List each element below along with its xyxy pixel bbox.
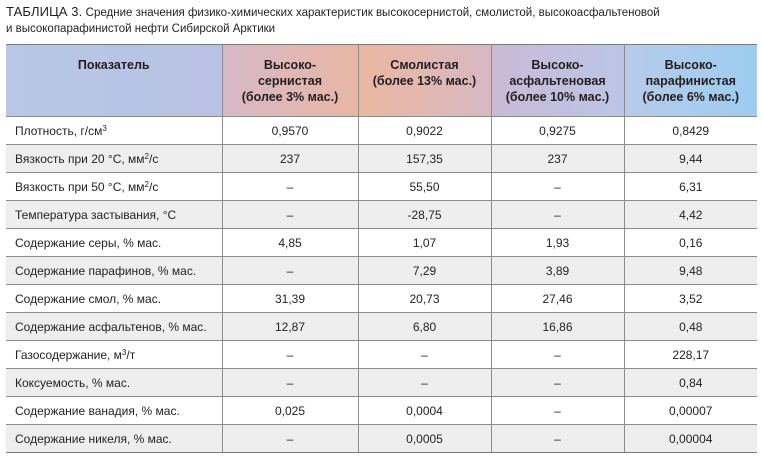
table-cell-value: – [491, 397, 624, 425]
table-cell-value: 0,84 [624, 369, 757, 397]
table-cell-value: 0,9275 [491, 117, 624, 145]
table-caption-label: ТАБЛИЦА 3. [6, 4, 83, 19]
row-parameter-unit-exponent: 3 [102, 123, 107, 133]
table-cell-value: 0,00007 [624, 397, 757, 425]
table-cell-value: 55,50 [358, 173, 491, 201]
row-parameter-label: Содержание серы, % мас. [15, 235, 162, 250]
table-row [6, 397, 757, 425]
table-cell-value: – [358, 341, 491, 369]
row-parameter-label: Коксуемость, % мас. [15, 375, 131, 390]
column-header-0 [6, 45, 222, 117]
table-cell-value: 157,35 [358, 145, 491, 173]
row-parameter-unit-suffix: /т [126, 347, 136, 362]
row-parameter-unit-suffix: /с [149, 151, 159, 166]
table-row [6, 425, 757, 453]
row-parameter-name [6, 257, 222, 285]
table-cell-value: – [491, 173, 624, 201]
table-cell-value: 12,87 [222, 313, 358, 341]
column-header-3 [491, 45, 624, 117]
row-parameter-label: Содержание парафинов, % мас. [15, 263, 197, 278]
table-cell-value: 237 [222, 145, 358, 173]
table-cell-value: 7,29 [358, 257, 491, 285]
row-parameter-name [6, 145, 222, 173]
table-cell-value: 237 [491, 145, 624, 173]
table-cell-value: – [222, 369, 358, 397]
row-parameter-label: Содержание смол, % мас. [15, 291, 162, 306]
table-row [6, 341, 757, 369]
row-parameter-name [6, 369, 222, 397]
table-cell-value: – [358, 369, 491, 397]
table-cell-value: – [491, 425, 624, 453]
column-header-1-line1: Высоко- [263, 57, 317, 72]
table-cell-value: 0,48 [624, 313, 757, 341]
row-parameter-label: Температура застывания, °С [15, 207, 177, 222]
column-header-2 [358, 45, 491, 117]
row-parameter-name [6, 285, 222, 313]
row-parameter-name [6, 397, 222, 425]
column-header-1-line2: сернистая [257, 73, 323, 88]
table-row [6, 257, 757, 285]
table-row [6, 285, 757, 313]
row-parameter-name [6, 425, 222, 453]
table-row [6, 201, 757, 229]
table-caption-text-line1: Средние значения физико-химических характеристик высокосернистой, смолистой, высокоасфальтеновой [85, 7, 660, 19]
table-cell-value: 27,46 [491, 285, 624, 313]
row-parameter-label: Содержание асфальтенов, % мас. [15, 319, 207, 334]
row-parameter-name [6, 117, 222, 145]
table-cell-value: -28,75 [358, 201, 491, 229]
row-parameter-name [6, 173, 222, 201]
row-parameter-name [6, 201, 222, 229]
table-cell-value: 0,025 [222, 397, 358, 425]
data-table [6, 44, 757, 453]
table-cell-value: – [222, 341, 358, 369]
table-cell-value: 4,85 [222, 229, 358, 257]
row-parameter-label: Газосодержание, м [15, 347, 122, 362]
table-cell-value: 228,17 [624, 341, 757, 369]
column-header-0-line1: Показатель [77, 57, 150, 72]
table-row [6, 229, 757, 257]
row-parameter-unit-exponent: 2 [144, 179, 149, 189]
table-row [6, 369, 757, 397]
row-parameter-label: Вязкость при 20 °С, мм [15, 151, 145, 166]
column-header-4-line1: Высоко- [664, 57, 717, 72]
table-cell-value: 1,07 [358, 229, 491, 257]
column-header-3-line2: асфальтеновая [509, 73, 606, 88]
table-header [6, 45, 757, 117]
table-cell-value: – [491, 369, 624, 397]
header-row [6, 45, 757, 117]
column-header-1 [222, 45, 358, 117]
table-cell-value: – [222, 173, 358, 201]
table-row [6, 145, 757, 173]
row-parameter-label: Плотность, г/см [15, 123, 103, 138]
table-cell-value: 6,31 [624, 173, 757, 201]
table-cell-value: 0,9570 [222, 117, 358, 145]
table-cell-value: – [491, 341, 624, 369]
table-cell-value: 16,86 [491, 313, 624, 341]
table-row [6, 117, 757, 145]
row-parameter-unit-suffix: /с [149, 179, 159, 194]
table-cell-value: 9,44 [624, 145, 757, 173]
table-row [6, 313, 757, 341]
column-header-3-line1: Высоко- [531, 57, 584, 72]
table-cell-value: – [491, 201, 624, 229]
table-cell-value: 0,16 [624, 229, 757, 257]
column-header-2-line2: (более 13% мас.) [372, 73, 477, 88]
table-cell-value: 9,48 [624, 257, 757, 285]
table-cell-value: 31,39 [222, 285, 358, 313]
column-header-4 [624, 45, 757, 117]
table-cell-value: 0,0005 [358, 425, 491, 453]
table-cell-value: 6,80 [358, 313, 491, 341]
table-cell-value: 0,0004 [358, 397, 491, 425]
column-header-1-line3: (более 3% мас.) [241, 89, 339, 104]
row-parameter-name [6, 313, 222, 341]
row-parameter-label: Содержание никеля, % мас. [15, 431, 172, 446]
table-caption-text-line2: и высокопарафинистой нефти Сибирской Арктики [6, 23, 276, 35]
table-caption [6, 4, 758, 37]
column-header-2-line1: Смолистая [390, 57, 459, 72]
table-cell-value: 0,9022 [358, 117, 491, 145]
column-header-4-line2: парафинистая [645, 73, 736, 88]
row-parameter-name [6, 229, 222, 257]
table-cell-value: 4,42 [624, 201, 757, 229]
table-cell-value: – [222, 425, 358, 453]
table-row [6, 173, 757, 201]
table-cell-value: 1,93 [491, 229, 624, 257]
column-header-4-line3: (более 6% мас.) [642, 89, 740, 104]
table-cell-value: – [222, 201, 358, 229]
row-parameter-unit-exponent: 3 [121, 347, 127, 357]
column-header-3-line3: (более 10% мас.) [505, 89, 610, 104]
table-cell-value: 20,73 [358, 285, 491, 313]
table-cell-value: 3,52 [624, 285, 757, 313]
table-cell-value: – [222, 257, 358, 285]
table-cell-value: 0,00004 [624, 425, 757, 453]
table-body [6, 117, 757, 453]
table-cell-value: 3,89 [491, 257, 624, 285]
row-parameter-name [6, 341, 222, 369]
table-cell-value: 0,8429 [624, 117, 757, 145]
row-parameter-label: Вязкость при 50 °С, мм [15, 179, 145, 194]
row-parameter-unit-exponent: 2 [144, 151, 149, 161]
row-parameter-label: Содержание ванадия, % мас. [15, 403, 180, 418]
